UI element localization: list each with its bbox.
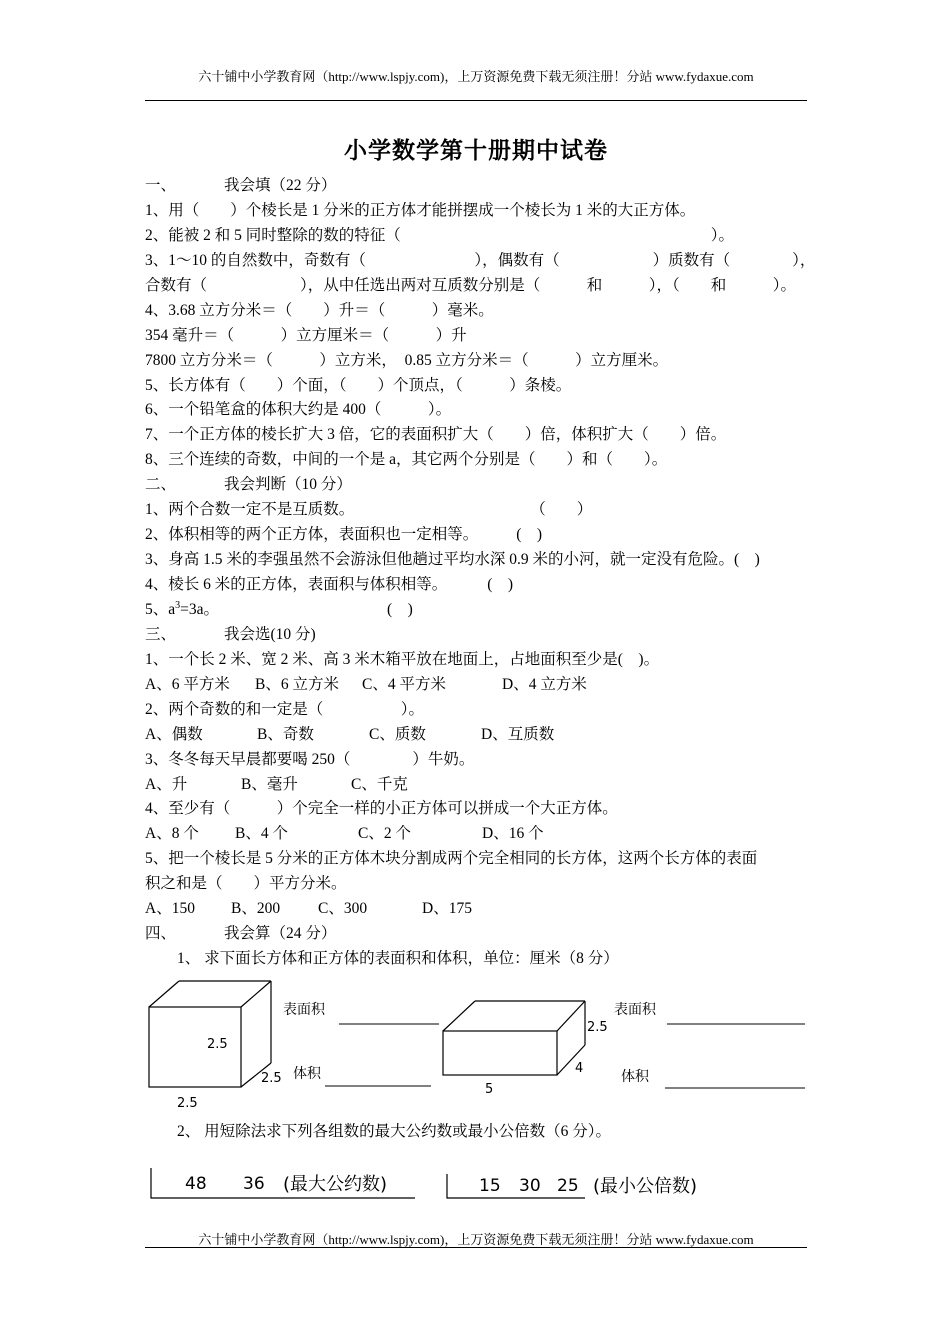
cuboid-volume-label: 体积: [621, 1069, 649, 1085]
s2-question-1: 1、两个合数一定不是互质数。 （ ）: [145, 501, 593, 519]
s3-question-4: 4、至少有（ ）个完全一样的小正方体可以拼成一个大正方体。: [145, 800, 618, 818]
cuboid-front-face: [443, 1031, 557, 1075]
s3-options-2: A、偶数 B、奇数 C、质数 D、互质数: [145, 725, 555, 743]
s3-options-5: A、150 B、200 C、300 D、175: [145, 900, 472, 918]
page-header: 六十铺中小学教育网（http://www.lspjy.com)，上万资源免费下载无须注册！分站 www.fydaxue.com: [198, 69, 754, 84]
s2-question-3: 3、身高 1.5 米的李强虽然不会游泳但他趟过平均水深 0.9 米的小河，就一定没有危险。( ): [145, 551, 760, 569]
cube-label-right: 2.5: [261, 1071, 282, 1086]
cube-label-bottom: 2.5: [177, 1096, 198, 1111]
cuboid-label-height: 2.5: [587, 1020, 608, 1035]
s2-question-2: 2、体积相等的两个正方体，表面积也一定相等。 ( ): [145, 526, 543, 544]
cuboid-shape: [443, 1001, 585, 1075]
s3-options-3: A、升 B、毫升 C、千克: [145, 775, 408, 793]
gcd-number-2: 36: [243, 1174, 265, 1194]
lcm-number-2: 30: [519, 1176, 541, 1196]
cuboid-edge: [443, 1001, 475, 1031]
section-1-heading: 一、 我会填（22 分）: [145, 177, 337, 194]
cube-surface-label: 表面积: [283, 1002, 325, 1018]
s1-question-3a: 3、1～10 的自然数中，奇数有（ ），偶数有（ ）质数有（ ），: [145, 251, 816, 269]
s3-question-2: 2、两个奇数的和一定是（ ）。: [145, 700, 425, 718]
exam-body: [145, 174, 816, 972]
s4-question-1: 1、 求下面长方体和正方体的表面积和体积，单位：厘米（8 分）: [177, 950, 619, 968]
s3-options-4: A、8 个 B、4 个 C、2 个 D、16 个: [145, 825, 544, 843]
cube-edge: [241, 981, 271, 1007]
s1-question-5: 5、长方体有（ ）个面，（ ）个顶点，（ ）条棱。: [145, 376, 572, 394]
cube-volume-label: 体积: [293, 1066, 321, 1082]
s1-question-8: 8、三个连续的奇数，中间的一个是 a，其它两个分别是（ ）和（ ）。: [145, 451, 668, 469]
footer-rule: [145, 1247, 807, 1248]
lcm-number-1: 15: [479, 1176, 501, 1196]
s1-question-3b: 合数有（ ），从中任选出两对互质数分别是（ 和 ），（ 和 ）。: [145, 276, 797, 294]
s3-question-5b: 积之和是（ ）平方分米。: [145, 875, 347, 893]
cube-label-inner: 2.5: [207, 1037, 228, 1052]
section-3-heading: 三、 我会选(10 分): [145, 625, 316, 643]
cuboid-label-length: 5: [485, 1082, 494, 1097]
gcd-label: (最大公约数): [283, 1174, 388, 1195]
s1-question-4a: 4、3.68 立方分米＝（ ）升＝（ ）毫米。: [145, 301, 494, 319]
s4-q2-block: [145, 1120, 807, 1145]
s1-question-4b: 354 毫升＝（ ）立方厘米＝（ ）升: [145, 326, 467, 344]
s4-question-2: 2、 用短除法求下列各组数的最大公约数或最小公倍数（6 分）。: [177, 1123, 612, 1140]
s3-question-3: 3、冬冬每天早晨都要喝 250（ ）牛奶。: [145, 750, 475, 768]
cube-shape: [149, 981, 271, 1087]
solids-drawing: [145, 975, 807, 1115]
cuboid-surface-label: 表面积: [614, 1002, 656, 1018]
s2-question-4: 4、棱长 6 米的正方体，表面积与体积相等。 ( ): [145, 576, 514, 593]
cuboid-label-width: 4: [575, 1061, 584, 1076]
header-rule: [145, 100, 807, 101]
s3-question-5a: 5、把一个棱长是 5 分米的正方体木块分割成两个完全相同的长方体，这两个长方体的表面: [145, 850, 758, 868]
gcd-number-1: 48: [185, 1174, 207, 1194]
s3-question-1: 1、一个长 2 米、宽 2 米、高 3 米木箱平放在地面上，占地面积至少是( )。: [145, 650, 660, 668]
cuboid-edge: [557, 1001, 585, 1031]
solids-figure: [145, 975, 807, 1115]
s2-question-5: 5、$a^3=3a$。 ( ): [145, 599, 413, 618]
page-footer: 六十铺中小学教育网（http://www.lspjy.com)，上万资源免费下载无须注册！分站 www.fydaxue.com: [198, 1232, 754, 1247]
cube-edge: [149, 981, 179, 1007]
s1-question-4c: 7800 立方分米＝（ ）立方米， 0.85 立方分米＝（ ）立方厘米。: [145, 351, 669, 369]
short-division-figure: [145, 1162, 807, 1202]
s3-options-1: A、6 平方米 B、6 立方米 C、4 平方米 D、4 立方米: [145, 675, 587, 693]
lcm-label: (最小公倍数): [593, 1176, 698, 1197]
page-title: 小学数学第十册期中试卷: [344, 138, 608, 163]
section-2-heading: 二、 我会判断（10 分）: [145, 476, 352, 494]
s1-question-2: 2、能被 2 和 5 同时整除的数的特征（ ）。: [145, 226, 735, 244]
s1-question-6: 6、一个铅笔盒的体积大约是 400（ ）。: [145, 401, 452, 419]
section-4-heading: 四、 我会算（24 分）: [145, 925, 337, 943]
s1-question-7: 7、一个正方体的棱长扩大 3 倍，它的表面积扩大（ ）倍，体积扩大（ ）倍。: [145, 426, 727, 444]
lcm-number-3: 25: [557, 1176, 579, 1196]
s1-question-1: 1、用（ ）个棱长是 1 分米的正方体才能拼摆成一个棱长为 1 米的大正方体。: [145, 201, 696, 219]
